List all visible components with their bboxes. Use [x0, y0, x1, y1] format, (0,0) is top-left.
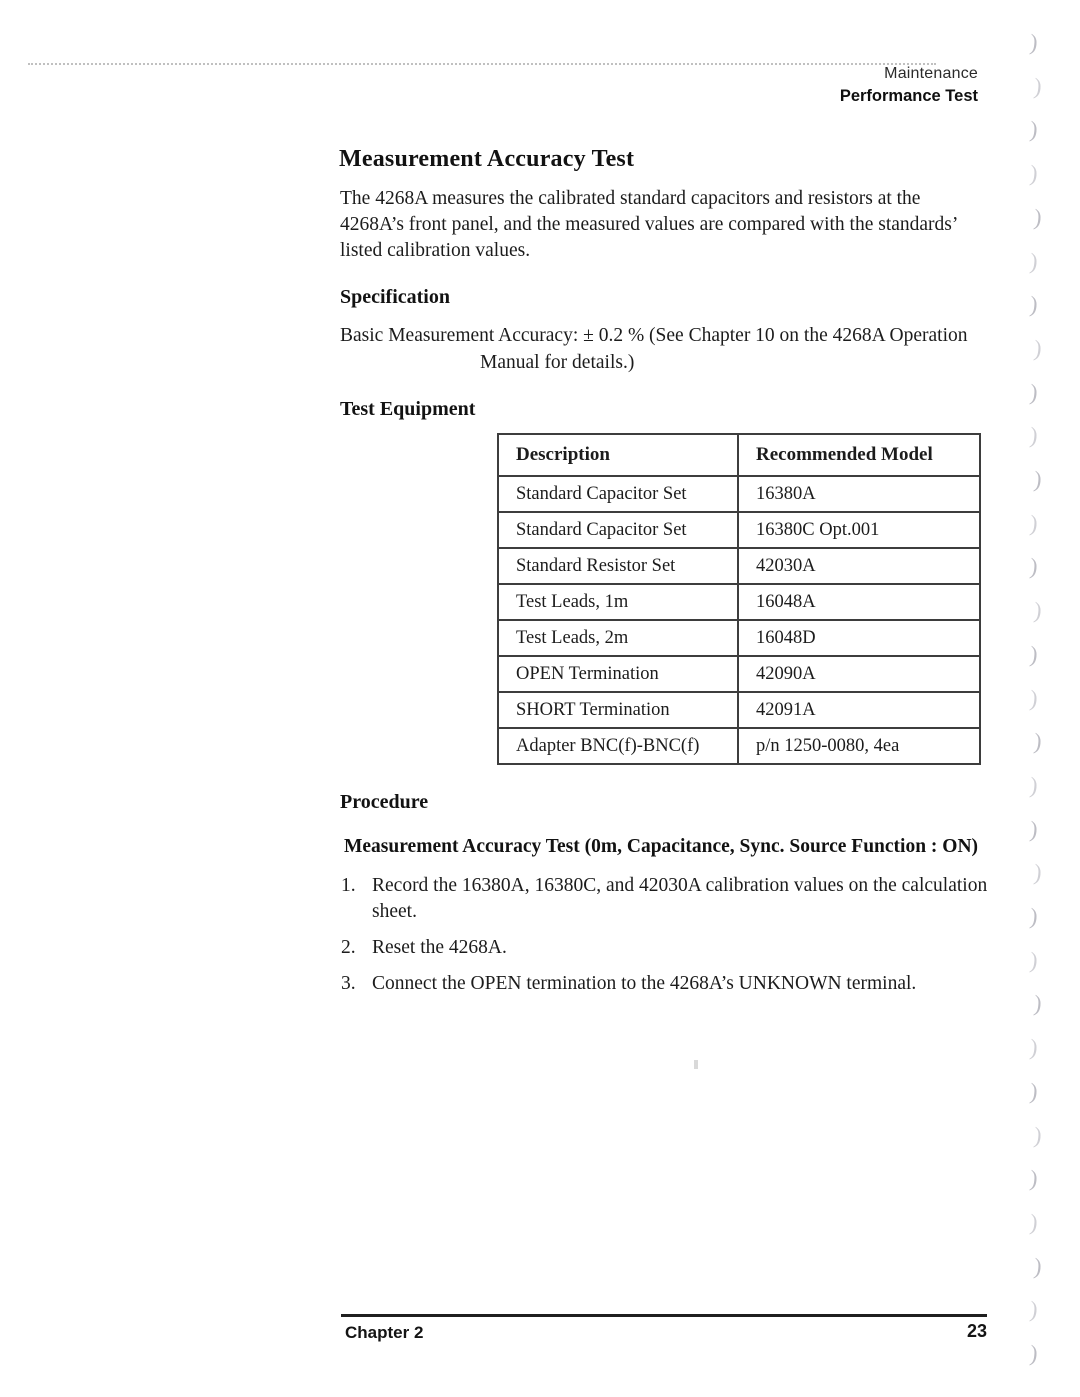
binding-mark-icon: ) — [1032, 204, 1044, 231]
table-cell: 42090A — [738, 656, 980, 692]
table-row — [498, 656, 980, 692]
binding-mark-icon: ) — [1028, 160, 1040, 187]
binding-mark-icon: ) — [1032, 335, 1044, 362]
binding-mark-icon: ) — [1032, 991, 1044, 1017]
procedure-step — [341, 873, 1009, 925]
binding-mark-icon: ) — [1028, 554, 1040, 580]
binding-mark-icon: ) — [1032, 1122, 1044, 1148]
step-number: 1. — [341, 875, 356, 896]
binding-mark-icon: ) — [1028, 772, 1040, 799]
binding-mark-icon: ) — [1028, 1034, 1040, 1061]
header-subsection-label: Performance Test — [839, 87, 978, 105]
table-cell: 16048A — [738, 584, 980, 620]
binding-mark-icon: ) — [1028, 291, 1040, 318]
table-cell: 42030A — [738, 548, 980, 584]
perforation-dotted-line — [28, 63, 936, 65]
table-row — [498, 476, 980, 512]
step-text: Reset the 4268A. — [372, 937, 507, 958]
table-row — [498, 620, 980, 656]
test-equipment-heading: Test Equipment — [340, 398, 476, 420]
binding-mark-icon: ) — [1028, 903, 1040, 930]
binding-mark-icon: ) — [1028, 117, 1040, 143]
procedure-subheading: Measurement Accuracy Test (0m, Capacitance, Sync. Source Function : ON) — [344, 836, 979, 857]
test-equipment-table-body — [498, 476, 980, 764]
table-cell: Standard Capacitor Set — [498, 512, 738, 548]
step-number: 2. — [341, 937, 356, 958]
binding-mark-icon: ) — [1028, 422, 1040, 449]
binding-mark-icon: ) — [1028, 1209, 1040, 1236]
binding-mark-icon: ) — [1028, 29, 1040, 56]
table-cell: Test Leads, 1m — [498, 584, 738, 620]
test-equipment-table — [497, 433, 981, 765]
binding-mark-icon: ) — [1028, 1165, 1040, 1192]
table-cell: OPEN Termination — [498, 656, 738, 692]
binding-mark-icon: ) — [1028, 1078, 1040, 1105]
binding-mark-icon: ) — [1028, 510, 1040, 537]
footer-page-number: 23 — [966, 1321, 987, 1341]
step-text: Record the 16380A, 16380C, and 42030A calibration values on the calculation sheet. — [372, 875, 988, 922]
table-cell: Test Leads, 2m — [498, 620, 738, 656]
binding-mark-icon: ) — [1032, 859, 1044, 886]
specification-text-line2: Manual for details.) — [480, 352, 635, 373]
binding-mark-icon: ) — [1032, 1253, 1044, 1279]
binding-mark-icon: ) — [1032, 466, 1044, 493]
table-row — [498, 584, 980, 620]
table-cell: 16380C Opt.001 — [738, 512, 980, 548]
binding-mark-icon: ) — [1032, 597, 1044, 624]
specification-text-line1: Basic Measurement Accuracy: ± 0.2 % (See Chapter 10 on the 4268A Operation — [340, 325, 968, 346]
table-row — [498, 692, 980, 728]
procedure-heading: Procedure — [340, 791, 429, 813]
binding-mark-icon: ) — [1028, 947, 1040, 974]
binding-mark-icon: ) — [1032, 728, 1044, 755]
table-cell: 16048D — [738, 620, 980, 656]
page-header — [840, 65, 978, 106]
table-cell: 16380A — [738, 476, 980, 512]
step-text: Connect the OPEN termination to the 4268A’s UNKNOWN terminal. — [372, 973, 917, 994]
table-cell: Standard Capacitor Set — [498, 476, 738, 512]
table-row — [498, 512, 980, 548]
footer-rule — [341, 1314, 987, 1317]
table-column-header: Recommended Model — [738, 434, 980, 476]
binding-mark-icon: ) — [1028, 685, 1040, 711]
header-section-label: Maintenance — [884, 65, 978, 82]
table-header-row — [498, 434, 980, 476]
table-row — [498, 548, 980, 584]
step-number: 3. — [341, 973, 356, 994]
specification-heading: Specification — [340, 286, 450, 308]
binding-mark-icon: ) — [1028, 1340, 1040, 1367]
table-cell: Adapter BNC(f)-BNC(f) — [498, 728, 738, 764]
binding-mark-icon: ) — [1028, 816, 1040, 842]
scan-speck-artifact — [694, 1060, 698, 1069]
binding-mark-icon: ) — [1028, 248, 1040, 274]
page-title: Measurement Accuracy Test — [339, 146, 635, 172]
binding-marks-column — [1026, 0, 1066, 1397]
footer-chapter-label: Chapter 2 — [345, 1323, 424, 1342]
binding-mark-icon: ) — [1028, 379, 1040, 405]
binding-mark-icon: ) — [1028, 641, 1040, 668]
table-row — [498, 728, 980, 764]
table-cell: p/n 1250-0080, 4ea — [738, 728, 980, 764]
table-cell: SHORT Termination — [498, 692, 738, 728]
binding-mark-icon: ) — [1028, 1296, 1040, 1323]
binding-mark-icon: ) — [1032, 73, 1044, 100]
table-cell: Standard Resistor Set — [498, 548, 738, 584]
table-cell: 42091A — [738, 692, 980, 728]
procedure-steps — [341, 873, 1009, 1007]
procedure-step — [341, 935, 1009, 961]
table-column-header: Description — [498, 434, 738, 476]
procedure-step — [341, 971, 1009, 997]
intro-paragraph: The 4268A measures the calibrated standard capacitors and resistors at the 4268A’s front panel, and the measured values are compared with the standards’ listed calibration values. — [340, 188, 957, 261]
